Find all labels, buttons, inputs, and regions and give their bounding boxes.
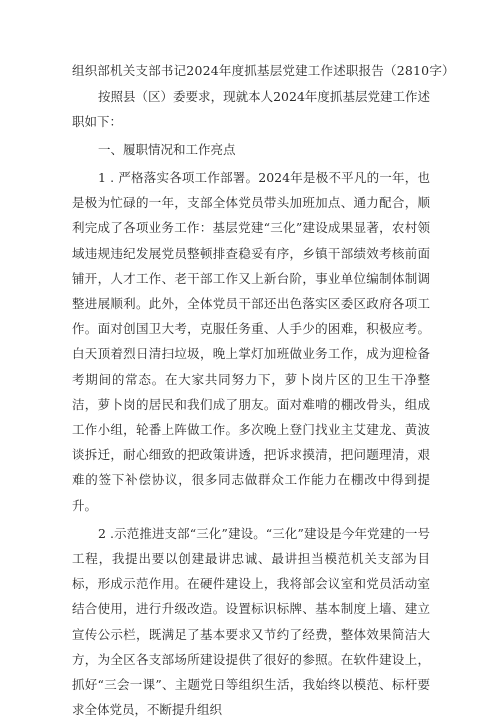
intro-paragraph: 按照县（区）委要求，现就本人2024年度抓基层党建工作述职如下： (72, 89, 430, 129)
section-heading: 一、履职情况和工作亮点 (98, 142, 236, 157)
paragraph-2: 2 .示范推进支部“三化”建设。“三化”建设是今年党建的一号工程，我提出要以创建最讲忠诚、最讲担当模范机关支部为目标，形成示范作用。在硬件建设上，我将部会议室和党员活动室结合使用，进行升级改造。设置标识标牌、基本制度上墙、建立宣传公示栏，既满足了基本要求又节约了经费，整体效果简洁大方，为全区各支部场所建设提供了很好的参照。在软件建设上，抓好“三会一课”、主题党日等组织生活，我始终以模范、标杆要求全体党员，不断提升组织 (72, 525, 430, 718)
document-title: 组织部机关支部书记2024年度抓基层党建工作述职报告（2810字） (72, 63, 455, 78)
document-body (72, 58, 455, 722)
paragraph-1: 1 . 严格落实各项工作部署。2024年是极不平凡的一年，也是极为忙碌的一年，支部全体党员带头加班加点、通力配合，顺利完成了各项业务工作：基层党建“三化”建设成果显著，农村领域违规违纪发展党员整顿排查稳妥有序，乡镇干部绩效考核前面铺开，人才工作、老干部工作又上新台阶，事业单位编制体制调整进展顺利。此外，全体党员干部还出色落实区委区政府各项工作。面对创国卫大考，克服任务重、人手少的困难，积极应考。白天顶着烈日清扫垃圾，晚上掌灯加班做业务工作，成为迎检备考期间的常态。在大家共同努力下，萝卜岗片区的卫生干净整洁，萝卜岗的居民和我们成了朋友。面对难啃的棚改骨头，组成工作小组，轮番上阵做工作。多次晚上登门找业主艾建龙、黄波谈拆迁，耐心细致的把政策讲透，把诉求摸清，把问题理清，艰难的签下补偿协议，很多同志做群众工作能力在棚改中得到提升。 (72, 170, 430, 513)
